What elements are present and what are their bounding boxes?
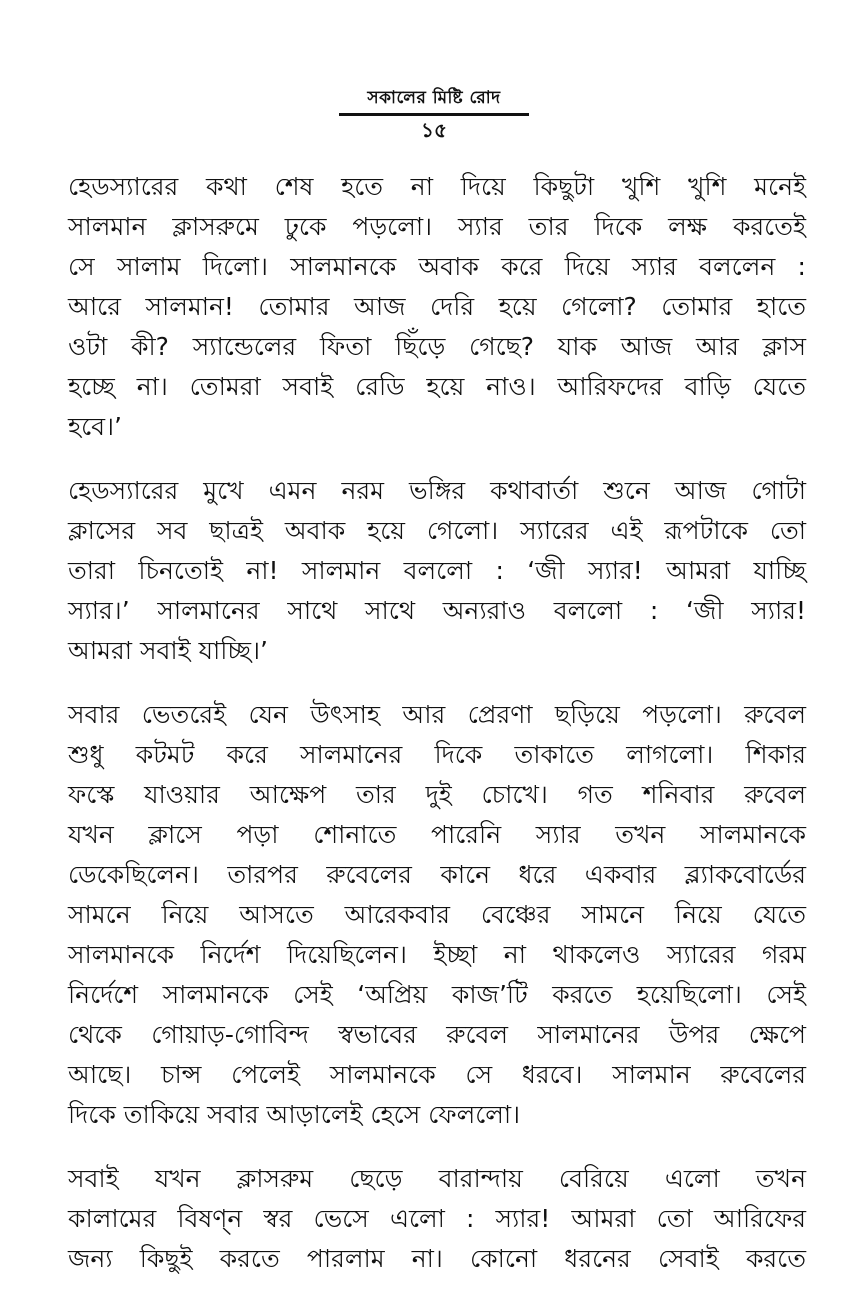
text-line: হচ্ছে না। তোমরা সবাই রেডি হয়ে নাও। আরিফদের বাড়ি যেতে	[68, 372, 806, 401]
text-line: আমরা সবাই যাচ্ছি।’	[68, 636, 268, 665]
text-line: ওটা কী? স্যান্ডেলের ফিতা ছিঁড়ে গেছে? যাক আজ আর ক্লাস	[68, 332, 806, 361]
text-line: থেকে গোয়াড়-গোবিন্দ স্বভাবের রুবেল সালমানের উপর ক্ষেপে	[68, 1020, 806, 1049]
paragraph-2	[68, 471, 806, 671]
text-line: তারা চিনতোই না! সালমান বললো : ‘জী স্যার! আমরা যাচ্ছি	[68, 556, 806, 585]
text-line: স্যার।’ সালমানের সাথে সাথে অন্যরাও বললো : ‘জী স্যার!	[68, 596, 806, 625]
running-title: সকালের মিষ্টি রোদ	[367, 88, 501, 108]
text-line: হেডস্যারের কথা শেষ হতে না দিয়ে কিছুটা খুশি খুশি মনেই	[68, 172, 806, 201]
text-line: ক্লাসের সব ছাত্রই অবাক হয়ে গেলো। স্যারের এই রূপটাকে তো	[68, 516, 806, 545]
text-line: নির্দেশে সালমানকে সেই ‘অপ্রিয় কাজ’টি করতে হয়েছিলো। সেই	[68, 980, 806, 1009]
paragraph-4	[68, 1159, 806, 1279]
text-line: আছে। চান্স পেলেই সালমানকে সে ধরবে। সালমান রুবেলের	[68, 1060, 806, 1089]
text-line: ডেকেছিলেন। তারপর রুবেলের কানে ধরে একবার ব্ল্যাকবোর্ডের	[68, 860, 806, 889]
text-line: আরে সালমান! তোমার আজ দেরি হয়ে গেলো? তোমার হাতে	[68, 292, 806, 321]
header-rule	[339, 113, 529, 116]
text-line: জন্য কিছুই করতে পারলাম না। কোনো ধরনের সেবাই করতে	[68, 1244, 806, 1273]
text-line: দিকে তাকিয়ে সবার আড়ালেই হেসে ফেললো।	[68, 1100, 521, 1129]
paragraph-1	[68, 167, 806, 447]
text-line: সালমানকে নির্দেশ দিয়েছিলেন। ইচ্ছা না থাকলেও স্যারের গরম	[68, 940, 806, 969]
text-line: শুধু কটমট করে সালমানের দিকে তাকাতে লাগলো। শিকার	[68, 740, 806, 769]
text-line: যখন ক্লাসে পড়া শোনাতে পারেনি স্যার তখন সালমানকে	[68, 820, 806, 849]
page-number: ১৫	[421, 118, 447, 142]
text-line: সালমান ক্লাসরুমে ঢুকে পড়লো। স্যার তার দিকে লক্ষ করতেই	[68, 212, 806, 241]
text-line: সে সালাম দিলো। সালমানকে অবাক করে দিয়ে স্যার বললেন :	[68, 252, 806, 281]
text-line: হেডস্যারের মুখে এমন নরম ভঙ্গির কথাবার্তা শুনে আজ গোটা	[68, 476, 806, 505]
paragraph-3	[68, 695, 806, 1135]
page-header	[0, 86, 868, 142]
text-line: কালামের বিষণ্ন স্বর ভেসে এলো : স্যার! আমরা তো আরিফের	[68, 1204, 806, 1233]
text-line: সবার ভেতরেই যেন উৎসাহ আর প্রেরণা ছড়িয়ে পড়লো। রুবেল	[68, 700, 806, 729]
text-line: সামনে নিয়ে আসতে আরেকবার বেঞ্চের সামনে নিয়ে যেতে	[68, 900, 806, 929]
text-line: ফস্কে যাওয়ার আক্ষেপ তার দুই চোখে। গত শনিবার রুবেল	[68, 780, 806, 809]
text-line: সবাই যখন ক্লাসরুম ছেড়ে বারান্দায় বেরিয়ে এলো তখন	[68, 1164, 806, 1193]
text-line: হবে।’	[68, 412, 122, 441]
body-text	[68, 167, 806, 1303]
